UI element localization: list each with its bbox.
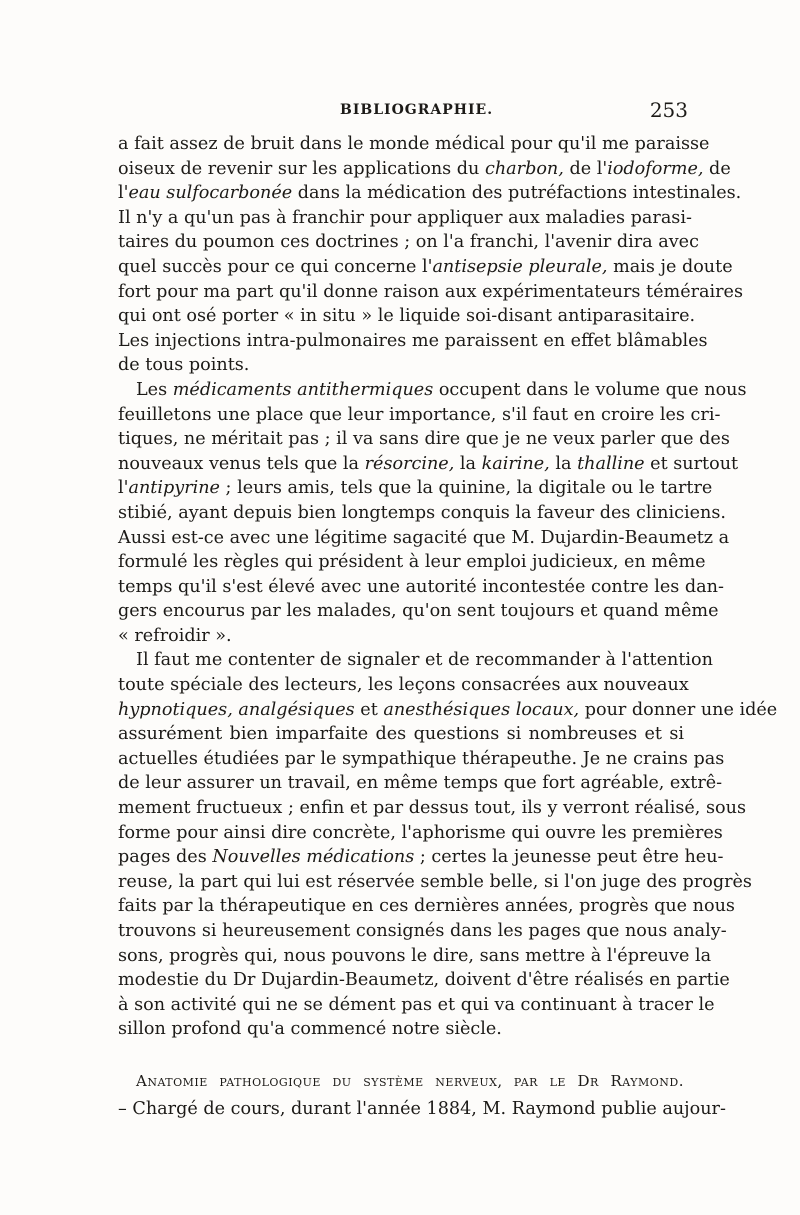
text-line: nouveaux venus tels que la résorcine, la kairine, la thalline et surtout [118, 453, 739, 474]
text-line: qui ont osé porter « in situ » le liquide soi-disant antiparasitaire. [118, 306, 696, 327]
text-line: l'eau sulfocarbonée dans la médication des putréfactions intestinales. [118, 183, 742, 204]
text-line: l'antipyrine ; leurs amis, tels que la quinine, la digitale ou le tartre [118, 478, 713, 499]
page-number: 253 [649, 98, 688, 122]
text-line: reuse, la part qui lui est réservée semble belle, si l'on juge des progrès [118, 871, 752, 892]
section-author: par le Dr Raymond. [513, 1072, 684, 1090]
text-line: Il faut me contenter de signaler et de recommander à l'attention [136, 650, 713, 671]
text-line: sillon profond qu'a commencé notre siècle. [118, 1019, 502, 1040]
text-line: actuelles étudiées par le sympathique thérapeuthe. Je ne crains pas [118, 748, 725, 769]
text-line: gers encourus par les malades, qu'on sent toujours et quand même [118, 601, 719, 622]
text-line: toute spéciale des lecteurs, les leçons consacrées aux nouveaux [118, 675, 689, 696]
paragraph-antithermiques [118, 378, 747, 649]
text-line: feuilletons une place que leur importance, s'il faut en croire les cri- [118, 404, 721, 425]
text-line: trouvons si heureusement consignés dans les pages que nous analy- [118, 921, 727, 941]
text-line: forme pour ainsi dire concrète, l'aphorisme qui ouvre les premières [118, 822, 723, 843]
text-line: Les injections intra-pulmonaires me paraissent en effet blâmables [118, 330, 708, 351]
text-line: fort pour ma part qu'il donne raison aux expérimentateurs téméraires [118, 281, 743, 302]
body-text [118, 132, 778, 1042]
text-line: sons, progrès qui, nous pouvons le dire, sans mettre à l'épreuve la [118, 945, 712, 966]
paragraph-hypnotiques [118, 648, 778, 1042]
text-line: quel succès pour ce qui concerne l'antisepsie pleurale, mais je doute [118, 256, 733, 277]
section-heading-line [118, 1067, 684, 1095]
section-anatomie [118, 1067, 726, 1123]
text-line: assurément bien imparfaite des questions si nombreuses et si [118, 724, 684, 745]
text-line: oiseux de revenir sur les applications du charbon, de l'iodoforme, de [118, 158, 731, 179]
text-line: pages des Nouvelles médications ; certes la jeunesse peut être heu- [118, 847, 724, 868]
running-head [118, 98, 688, 126]
text-line: mement fructueux ; enfin et par dessus tout, ils y verront réalisé, sous [118, 798, 746, 819]
text-line: a fait assez de bruit dans le monde médical pour qu'il me paraisse [118, 134, 710, 154]
text-line: Aussi est-ce avec une légitime sagacité que M. Dujardin-Beaumetz a [118, 527, 730, 548]
text-line: modestie du Dr Dujardin-Beaumetz, doivent d'être réalisés en partie [118, 970, 730, 991]
text-line: de leur assurer un travail, en même temps que fort agréable, extrê- [118, 773, 723, 794]
text-line: Il n'y a qu'un pas à franchir pour appliquer aux maladies parasi- [118, 207, 692, 228]
paragraph-charbon [118, 132, 743, 378]
running-title: BIBLIOGRAPHIE. [340, 102, 494, 118]
section-text-line: – Chargé de cours, durant l'année 1884, M. Raymond publie aujour- [118, 1099, 726, 1119]
text-line: « refroidir ». [118, 625, 232, 646]
text-line: formulé les règles qui président à leur emploi judicieux, en même [118, 552, 706, 573]
text-line: tiques, ne méritait pas ; il va sans dire que je ne veux parler que des [118, 429, 730, 450]
text-line: temps qu'il s'est élevé avec une autorité incontestée contre les dan- [118, 576, 724, 597]
text-line: de tous points. [118, 355, 250, 376]
text-line: taires du poumon ces doctrines ; on l'a franchi, l'avenir dira avec [118, 232, 699, 253]
section-heading: Anatomie pathologique du système nerveux, [136, 1072, 503, 1090]
text-line: faits par la thérapeutique en ces dernières années, progrès que nous [118, 896, 735, 917]
text-line: à son activité qui ne se dément pas et qui va continuant à tracer le [118, 994, 715, 1015]
text-line: Les médicaments antithermiques occupent dans le volume que nous [136, 379, 747, 400]
text-line: hypnotiques, analgésiques et anesthésiques locaux, pour donner une idée [118, 699, 778, 720]
text-line: stibié, ayant depuis bien longtemps conquis la faveur des cliniciens. [118, 502, 726, 523]
